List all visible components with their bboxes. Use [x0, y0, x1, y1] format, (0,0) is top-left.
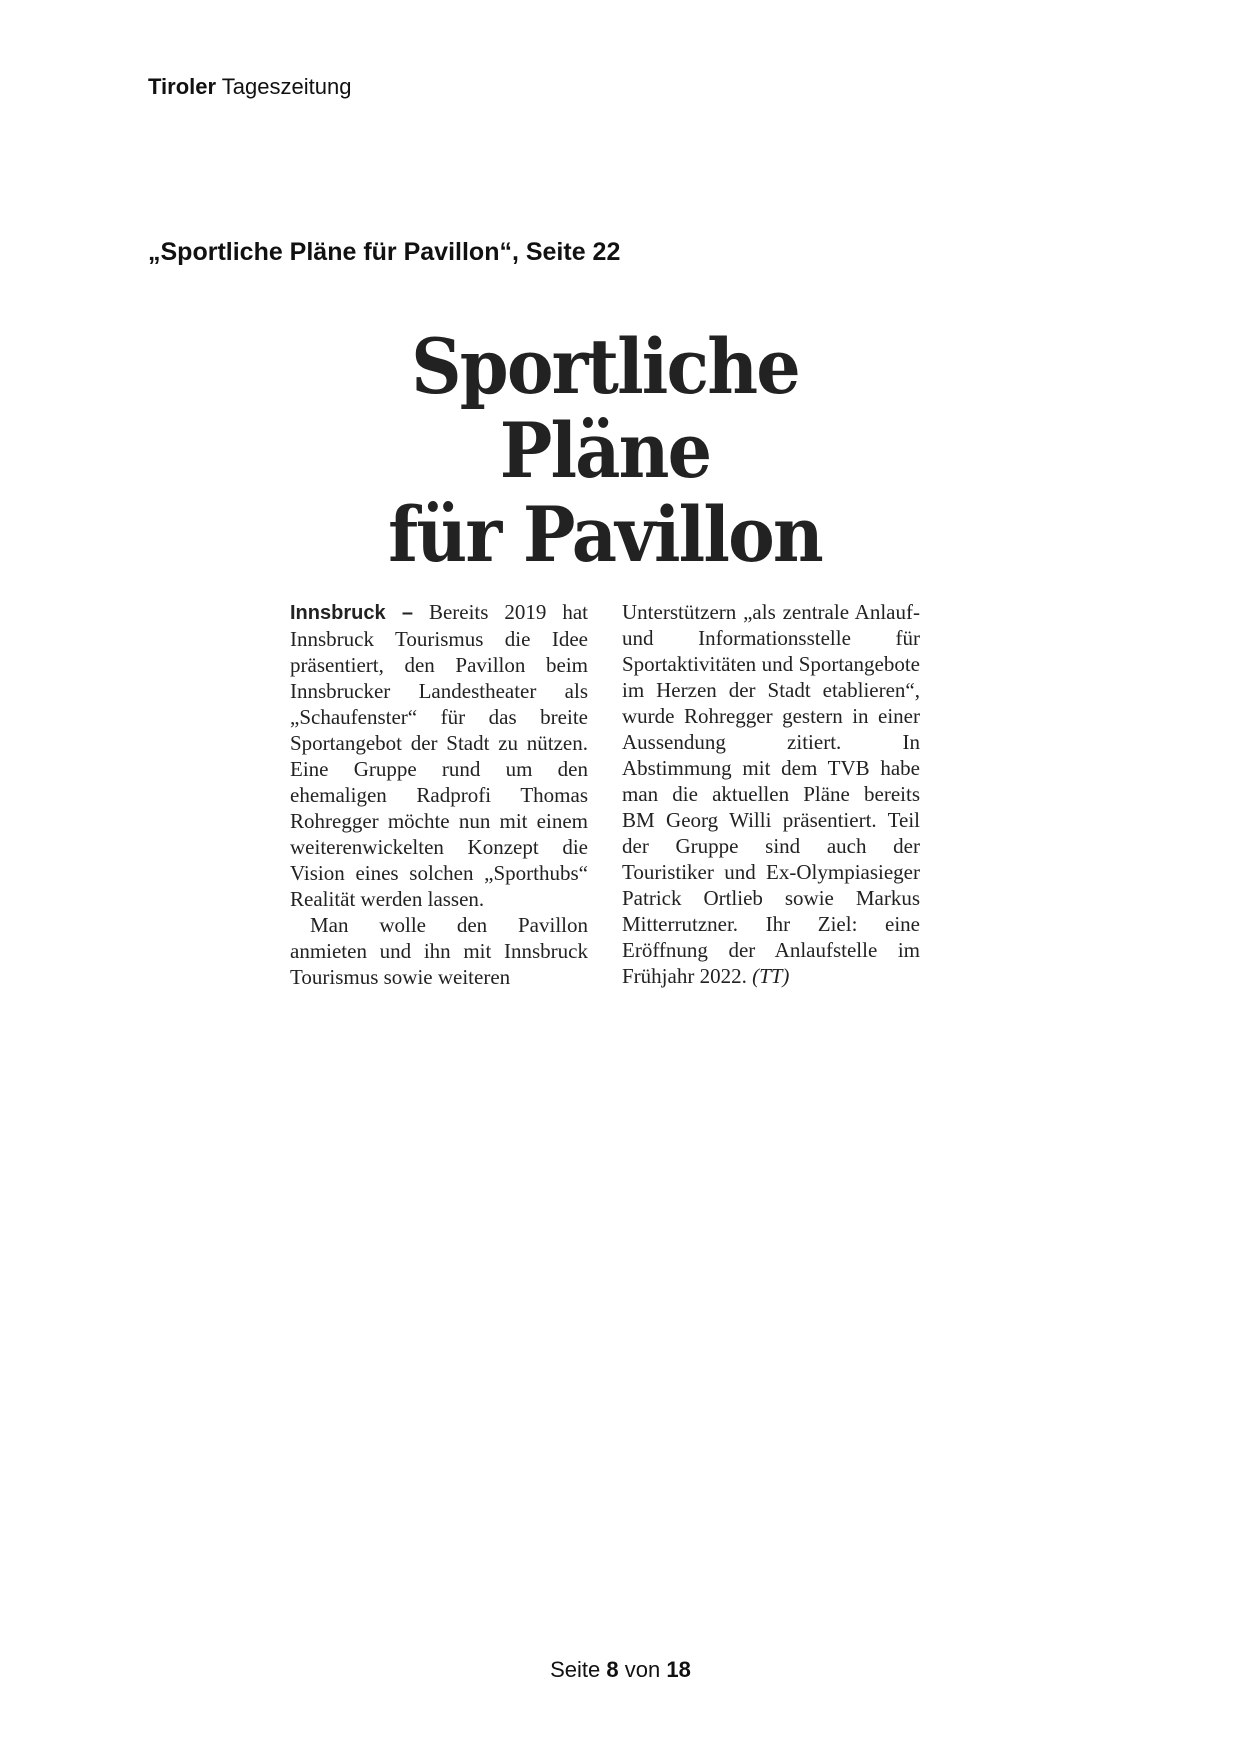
newspaper-name-regular: Tageszeitung: [221, 74, 352, 99]
article-paragraph: Man wolle den Pavillon anmieten und ihn mit Innsbruck Tourismus sowie weiteren: [290, 913, 588, 989]
newspaper-name: [148, 74, 351, 100]
page-separator: von: [624, 1657, 661, 1682]
headline-line-1: Sportliche Pläne: [411, 322, 799, 495]
article-column-right: [622, 599, 920, 990]
author-signature: (TT): [752, 964, 790, 988]
dateline: Innsbruck –: [290, 602, 413, 624]
total-pages: 18: [666, 1657, 691, 1682]
page-number: [0, 1657, 1241, 1683]
article-headline: [315, 322, 895, 579]
paragraph-text: Unterstützern „als zentrale Anlauf- und Informationsstelle für Sportaktivitäten und Sportangebote im Herzen der Stadt etablieren“, wurde Rohregger gestern in einer Aussendung zitiert. In Abstimmung mit dem TVB habe man die aktuellen Pläne bereits BM Georg Willi präsentiert. Teil der Gruppe sind auch der Touristiker und Ex-Olympiasieger Patrick Ortlieb sowie Markus Mitterrutzner. Ihr Ziel: eine Eröffnung der Anlaufstelle im Frühjahr 2022.: [622, 600, 920, 988]
article-clipping: [290, 322, 920, 990]
article-paragraph: [290, 599, 588, 912]
article-paragraph: [622, 599, 920, 989]
article-column-left: [290, 599, 588, 990]
article-reference-title: „Sportliche Pläne für Pavillon“, Seite 22: [148, 238, 621, 266]
headline-line-2: für Pavillon: [388, 490, 822, 579]
paragraph-text: Bereits 2019 hat Innsbruck Tourismus die Idee präsentiert, den Pavillon beim Innsbrucker Landestheater als „Schaufenster“ für das breite Sportangebot der Stadt zu nützen. Eine Gruppe rund um den ehemaligen Radprofi Thomas Rohregger möchte nun mit einem weiterenwickelten Konzept die Vision eines solchen „Sporthubs“ Realität werden lassen.: [290, 600, 588, 911]
article-columns: [290, 599, 920, 990]
newspaper-name-bold: Tiroler: [148, 74, 217, 99]
current-page: 8: [606, 1657, 619, 1682]
page-prefix: Seite: [550, 1657, 601, 1682]
